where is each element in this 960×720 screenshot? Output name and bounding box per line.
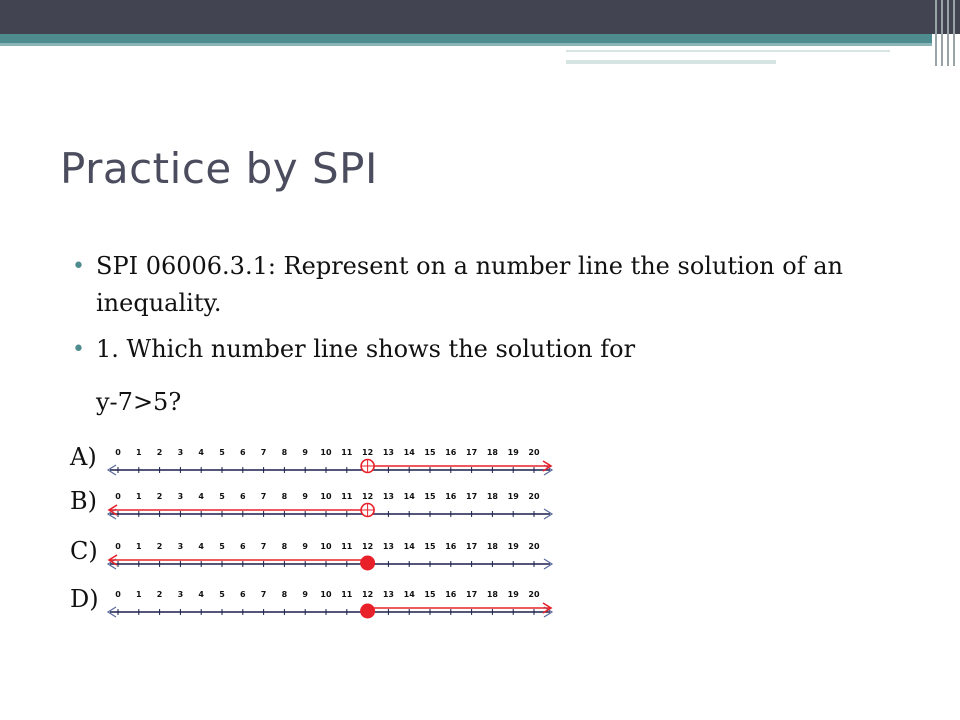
tick-label: 5 [219, 492, 225, 501]
tick-label: 10 [320, 492, 332, 501]
tick-label: 17 [466, 542, 478, 551]
header-band [0, 0, 960, 34]
tick-label: 14 [403, 590, 415, 599]
tick-label: 17 [466, 492, 478, 501]
tick-label: 14 [403, 492, 415, 501]
tick-label: 12 [362, 492, 374, 501]
tick-label: 9 [302, 492, 308, 501]
tick-label: 3 [177, 492, 184, 501]
option-label: D) [70, 585, 99, 613]
tick-label: 19 [507, 542, 519, 551]
tick-label: 9 [302, 590, 308, 599]
header-rule [0, 43, 932, 46]
tick-label: 3 [177, 448, 184, 457]
number-line [104, 588, 556, 624]
tick-label: 12 [362, 542, 374, 551]
tick-label: 6 [240, 542, 246, 551]
tick-label: 4 [198, 542, 204, 551]
tick-label: 11 [341, 492, 353, 501]
corner-stripes [932, 0, 960, 66]
option-label: C) [70, 537, 98, 565]
tick-label: 15 [424, 542, 436, 551]
bullet-icon: • [72, 254, 85, 279]
option-label: A) [70, 443, 97, 471]
tick-label: 3 [177, 590, 184, 599]
tick-label: 13 [382, 542, 394, 551]
tick-label: 6 [240, 590, 246, 599]
tick-label: 11 [341, 448, 353, 457]
closed-circle-icon [360, 556, 375, 571]
tick-label: 0 [115, 590, 121, 599]
bullet-text: 1. Which number line shows the solution for [96, 335, 636, 363]
tick-label: 0 [115, 448, 121, 457]
tick-label: 5 [219, 448, 225, 457]
tick-label: 2 [156, 542, 163, 551]
bullet-item [72, 331, 922, 368]
tick-label: 14 [403, 448, 415, 457]
option-label: B) [70, 487, 97, 515]
header-rule-shorter [566, 60, 776, 64]
tick-label: 18 [486, 590, 498, 599]
tick-label: 4 [198, 590, 204, 599]
tick-label: 6 [240, 448, 246, 457]
slide-title: Practice by SPI [60, 144, 378, 193]
tick-label: 8 [281, 542, 288, 551]
tick-label: 2 [156, 448, 163, 457]
tick-label: 7 [260, 448, 267, 457]
tick-label: 0 [115, 492, 121, 501]
tick-label: 20 [528, 492, 540, 501]
tick-label: 9 [302, 542, 308, 551]
tick-label: 5 [219, 590, 225, 599]
bullet-text: SPI 06006.3.1: Represent on a number line the solution of an inequality. [96, 252, 843, 317]
inequality-text: y-7>5? [96, 388, 182, 416]
tick-label: 18 [486, 448, 498, 457]
tick-label: 11 [341, 542, 353, 551]
tick-label: 11 [341, 590, 353, 599]
tick-label: 16 [445, 448, 457, 457]
tick-label: 12 [362, 590, 374, 599]
tick-label: 0 [115, 542, 121, 551]
tick-label: 4 [198, 492, 204, 501]
tick-label: 16 [445, 590, 457, 599]
tick-label: 7 [260, 542, 267, 551]
tick-label: 13 [382, 448, 394, 457]
tick-label: 20 [528, 448, 540, 457]
tick-label: 1 [136, 492, 142, 501]
closed-circle-icon [360, 604, 375, 619]
tick-label: 19 [507, 492, 519, 501]
tick-label: 10 [320, 590, 332, 599]
tick-label: 6 [240, 492, 246, 501]
tick-label: 16 [445, 492, 457, 501]
tick-label: 18 [486, 492, 498, 501]
tick-label: 15 [424, 448, 436, 457]
tick-label: 8 [281, 492, 288, 501]
tick-label: 13 [382, 492, 394, 501]
number-line [104, 446, 556, 482]
tick-label: 10 [320, 542, 332, 551]
tick-label: 20 [528, 590, 540, 599]
tick-label: 1 [136, 448, 142, 457]
bullet-list [72, 248, 922, 377]
tick-label: 17 [466, 590, 478, 599]
header-accent-band [0, 34, 932, 43]
tick-label: 1 [136, 590, 142, 599]
tick-label: 3 [177, 542, 184, 551]
tick-label: 7 [260, 492, 267, 501]
tick-label: 14 [403, 542, 415, 551]
tick-label: 9 [302, 448, 308, 457]
tick-label: 7 [260, 590, 267, 599]
tick-label: 19 [507, 590, 519, 599]
header-rule-short [566, 50, 890, 52]
tick-label: 1 [136, 542, 142, 551]
tick-label: 10 [320, 448, 332, 457]
tick-label: 8 [281, 448, 288, 457]
tick-label: 8 [281, 590, 288, 599]
tick-label: 17 [466, 448, 478, 457]
tick-label: 18 [486, 542, 498, 551]
tick-label: 19 [507, 448, 519, 457]
tick-label: 2 [156, 590, 163, 599]
tick-label: 13 [382, 590, 394, 599]
tick-label: 20 [528, 542, 540, 551]
number-line [104, 490, 556, 526]
tick-label: 2 [156, 492, 163, 501]
tick-label: 12 [362, 448, 374, 457]
bullet-icon: • [72, 337, 85, 362]
number-line [104, 540, 556, 576]
tick-label: 4 [198, 448, 204, 457]
tick-label: 16 [445, 542, 457, 551]
bullet-item [72, 248, 922, 322]
tick-label: 5 [219, 542, 225, 551]
tick-label: 15 [424, 492, 436, 501]
tick-label: 15 [424, 590, 436, 599]
